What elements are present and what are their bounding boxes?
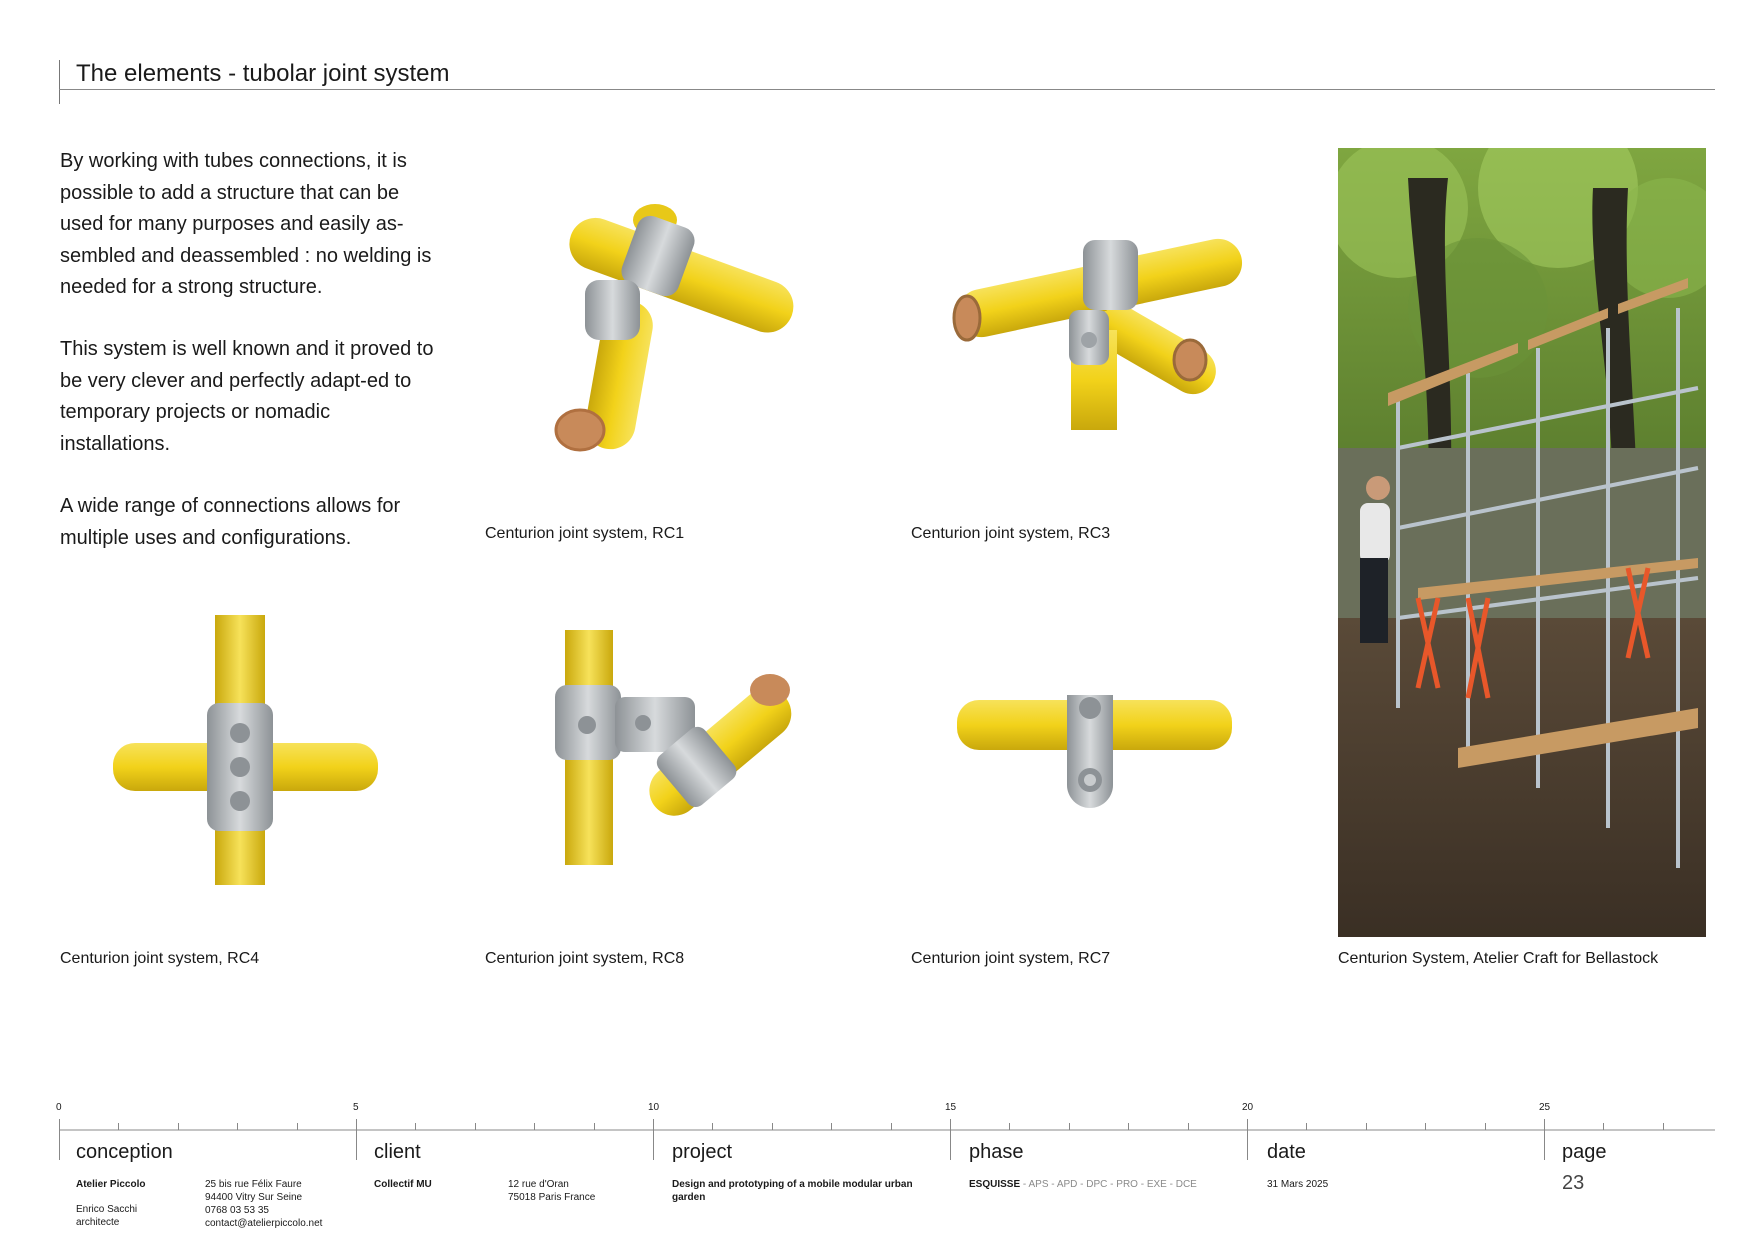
phase-list: [969, 1178, 1197, 1191]
conception-address-1: 25 bis rue Félix Faure: [205, 1179, 302, 1190]
client-address-1: 12 rue d'Oran: [508, 1179, 569, 1190]
header-vertical-rule: [59, 60, 60, 104]
caption-rc8: Centurion joint system, RC8: [485, 950, 685, 967]
rc8-joint-image: [545, 625, 800, 875]
footer-client-title: client: [374, 1141, 421, 1163]
ruler-label-15: 15: [945, 1102, 957, 1113]
footer-phase-title: phase: [969, 1141, 1024, 1163]
footer-conception-title: conception: [76, 1141, 173, 1163]
footer-date-title: date: [1267, 1141, 1306, 1163]
conception-address-2: 94400 Vitry Sur Seine: [205, 1192, 303, 1203]
ruler-label-5: 5: [353, 1102, 359, 1113]
footer-divider: [1544, 1130, 1545, 1160]
caption-rc3: Centurion joint system, RC3: [911, 525, 1111, 542]
project-description-line-1: Design and prototyping of a mobile modular urban: [672, 1179, 913, 1190]
client-name: Collectif MU: [374, 1179, 432, 1190]
bellastock-photo: [1338, 148, 1706, 937]
ruler-label-25: 25: [1539, 1102, 1551, 1113]
footer-project-title: project: [672, 1141, 733, 1163]
phase-current: ESQUISSE: [969, 1179, 1021, 1190]
conception-phone: 0768 03 53 35: [205, 1205, 269, 1216]
bellastock-photo-illustration: [1338, 148, 1706, 937]
date-value: 31 Mars 2025: [1267, 1179, 1329, 1190]
client-address-2: 75018 Paris France: [508, 1192, 596, 1203]
header-rule: [59, 89, 1715, 90]
footer-divider: [356, 1130, 357, 1160]
page-number: 23: [1562, 1172, 1585, 1194]
intro-paragraph-1: By working with tubes connections, it is possible to add a structure that can be used for many purposes and easily as-sembled and deassembled : no welding is needed for a strong structure.: [60, 150, 432, 298]
page-title: The elements - tubolar joint system: [76, 60, 450, 87]
footer-divider: [950, 1130, 951, 1160]
ruler-label-0: 0: [56, 1102, 62, 1113]
scale-ruler: [59, 1093, 1715, 1153]
footer-page-title: page: [1562, 1141, 1607, 1163]
rc4-joint-image: [105, 615, 385, 890]
footer-divider: [653, 1130, 654, 1160]
footer-divider: [1247, 1130, 1248, 1160]
conception-role: architecte: [76, 1217, 120, 1228]
conception-person: Enrico Sacchi: [76, 1204, 138, 1215]
phase-others: - APS - APD - DPC - PRO - EXE - DCE: [1020, 1179, 1197, 1190]
caption-rc1: Centurion joint system, RC1: [485, 525, 685, 542]
intro-paragraph-3: A wide range of connections allows for multiple uses and configurations.: [60, 495, 401, 549]
ruler-label-10: 10: [648, 1102, 660, 1113]
project-description-line-2: garden: [672, 1192, 706, 1203]
footer-divider: [59, 1130, 60, 1160]
caption-rc4: Centurion joint system, RC4: [60, 950, 260, 967]
rc7-joint-image: [955, 690, 1235, 810]
rc3-joint-image: [945, 220, 1245, 440]
caption-rc7: Centurion joint system, RC7: [911, 950, 1111, 967]
scale-ruler-graphic: [59, 1093, 1715, 1153]
conception-name: Atelier Piccolo: [76, 1179, 146, 1190]
rc1-joint-image: [540, 190, 810, 460]
ruler-label-20: 20: [1242, 1102, 1254, 1113]
conception-email[interactable]: contact@atelierpiccolo.net: [205, 1218, 323, 1229]
intro-paragraph-2: This system is well known and it proved to be very clever and perfectly adapt-ed to temporary projects or nomadic installations.: [60, 338, 434, 455]
caption-photo: Centurion System, Atelier Craft for Bellastock: [1338, 950, 1659, 967]
